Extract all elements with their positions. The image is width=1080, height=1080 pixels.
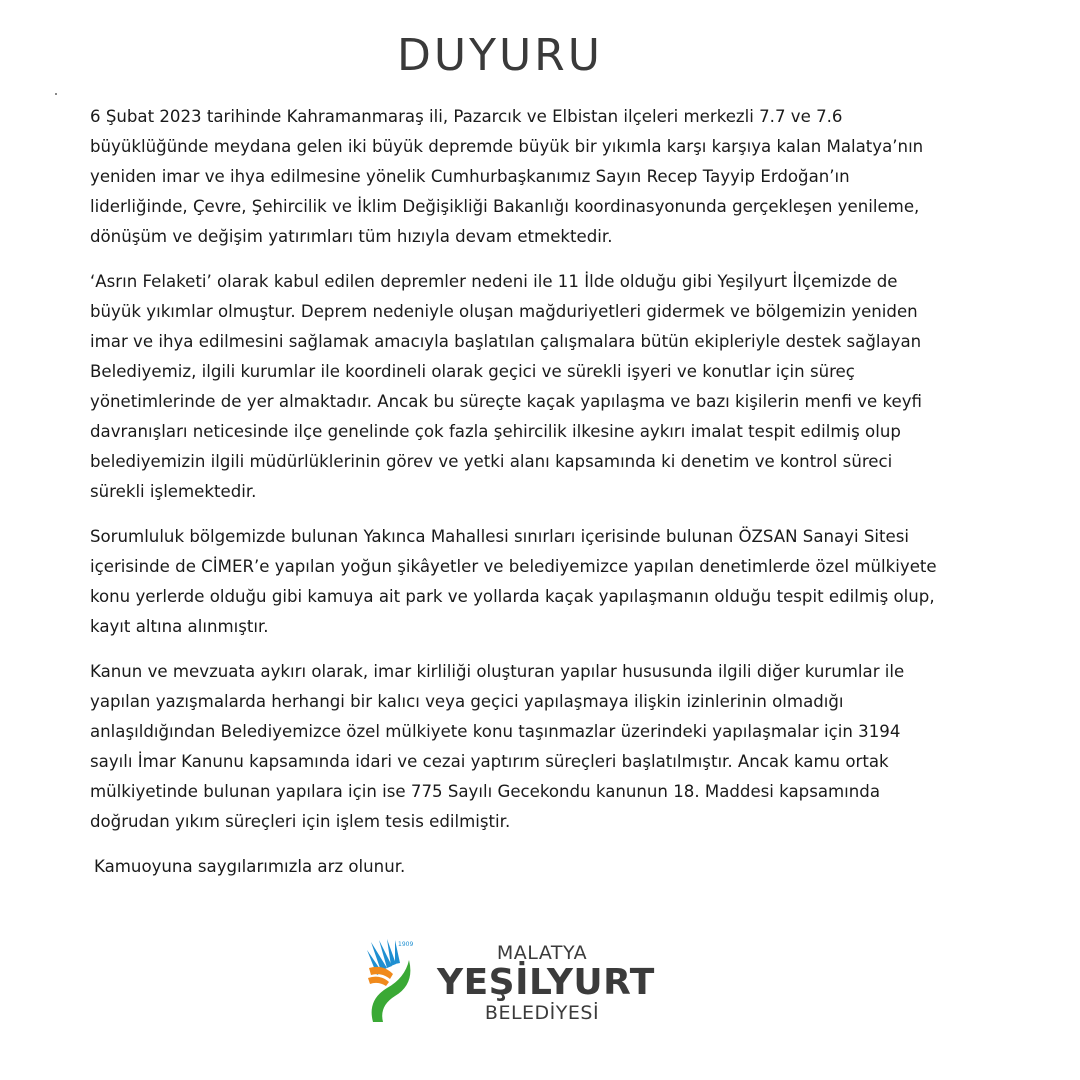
logo-subtitle: BELEDİYESİ	[484, 1002, 600, 1024]
logo-name: YEŞİLYURT	[437, 962, 655, 1003]
stray-dot	[55, 93, 57, 95]
logo-year: 1909	[398, 941, 414, 948]
text-line: davranışları neticesinde ilçe genelinde çok fazla şehircilik ilkesine aykırı imalat tespit edilmiş olup	[90, 422, 901, 441]
paragraph-2	[90, 267, 1025, 507]
text-line: Sorumluluk bölgemizde bulunan Yakınca Mahallesi sınırları içerisinde bulunan ÖZSAN Sanayi Sitesi	[90, 527, 909, 546]
text-line: 6 Şubat 2023 tarihinde Kahramanmaraş ili, Pazarcık ve Elbistan ilçeleri merkezli 7.7 ve 7.6	[90, 107, 843, 126]
logo-city: MALATYA	[496, 942, 588, 964]
text-line: yönetimlerinde de yer almaktadır. Ancak bu süreçte kaçak yapılaşma ve bazı kişilerin menfi ve keyfi	[90, 392, 922, 411]
logo-emblem-icon	[365, 938, 437, 1024]
text-line: belediyemizin ilgili müdürlüklerinin görev ve yetki alanı kapsamında ki denetim ve kontrol süreci	[90, 452, 893, 471]
closing-line: Kamuoyuna saygılarımızla arz olunur.	[94, 857, 406, 876]
text-line: Belediyemiz, ilgili kurumlar ile koordineli olarak geçici ve sürekli işyeri ve konutlar için süreç	[90, 362, 855, 381]
text-line: içerisinde de CİMER’e yapılan yoğun şikâyetler ve belediyemizce yapılan denetimlerde özel mülkiyete	[90, 557, 937, 576]
text-line: ‘Asrın Felaketi’ olarak kabul edilen depremler nedeni ile 11 İlde olduğu gibi Yeşilyurt İlçemizde de	[90, 272, 898, 291]
text-line: liderliğinde, Çevre, Şehircilik ve İklim Değişikliği Bakanlığı koordinasyonunda gerçekleşen yenileme,	[90, 197, 920, 216]
text-line: mülkiyetinde bulunan yapılara için ise 775 Sayılı Gecekondu kanunun 18. Maddesi kapsamında	[90, 782, 881, 801]
text-line: yapılan yazışmalarda herhangi bir kalıcı veya geçici yapılaşmaya ilişkin izinlerinin olmadığı	[90, 692, 844, 711]
paragraph-3	[90, 522, 1025, 642]
text-line: Kanun ve mevzuata aykırı olarak, imar kirliliği oluşturan yapılar hususunda ilgili diğer kurumlar ile	[90, 662, 905, 681]
paragraph-4	[90, 657, 1025, 837]
text-line: sürekli işlemektedir.	[90, 482, 257, 501]
text-line: konu yerlerde olduğu gibi kamuya ait park ve yollarda kaçak yapılaşmanın olduğu tespit edilmiş olup,	[90, 587, 935, 606]
text-line: sayılı İmar Kanunu kapsamında idari ve cezai yaptırım süreçleri başlatılmıştır. Ancak kamu ortak	[90, 752, 889, 771]
text-line: büyük yıkımlar olmuştur. Deprem nedeniyle oluşan mağduriyetleri gidermek ve bölgemizin yeniden	[90, 302, 918, 321]
text-line: büyüklüğünde meydana gelen iki büyük depremde büyük bir yıkımla karşı karşıya kalan Malatya’nın	[90, 137, 924, 156]
text-line: doğrudan yıkım süreçleri için işlem tesis edilmiştir.	[90, 812, 511, 831]
paragraph-1	[90, 102, 1025, 252]
text-line: imar ve ihya edilmesini sağlamak amacıyla başlatılan çalışmalara bütün ekipleriyle destek sağlayan	[90, 332, 922, 351]
page-title: DUYURU	[397, 30, 603, 81]
text-line: dönüşüm ve değişim yatırımları tüm hızıyla devam etmektedir.	[90, 227, 613, 246]
text-line: kayıt altına alınmıştır.	[90, 617, 269, 636]
text-line: anlaşıldığından Belediyemizce özel mülkiyete konu taşınmazlar üzerindeki yapılaşmalar için 3194	[90, 722, 901, 741]
text-line: yeniden imar ve ihya edilmesine yönelik Cumhurbaşkanımız Sayın Recep Tayyip Erdoğan’ın	[90, 167, 850, 186]
announcement-body	[90, 102, 1025, 882]
logo-wordmark	[437, 942, 655, 1024]
municipality-logo	[365, 938, 655, 1028]
